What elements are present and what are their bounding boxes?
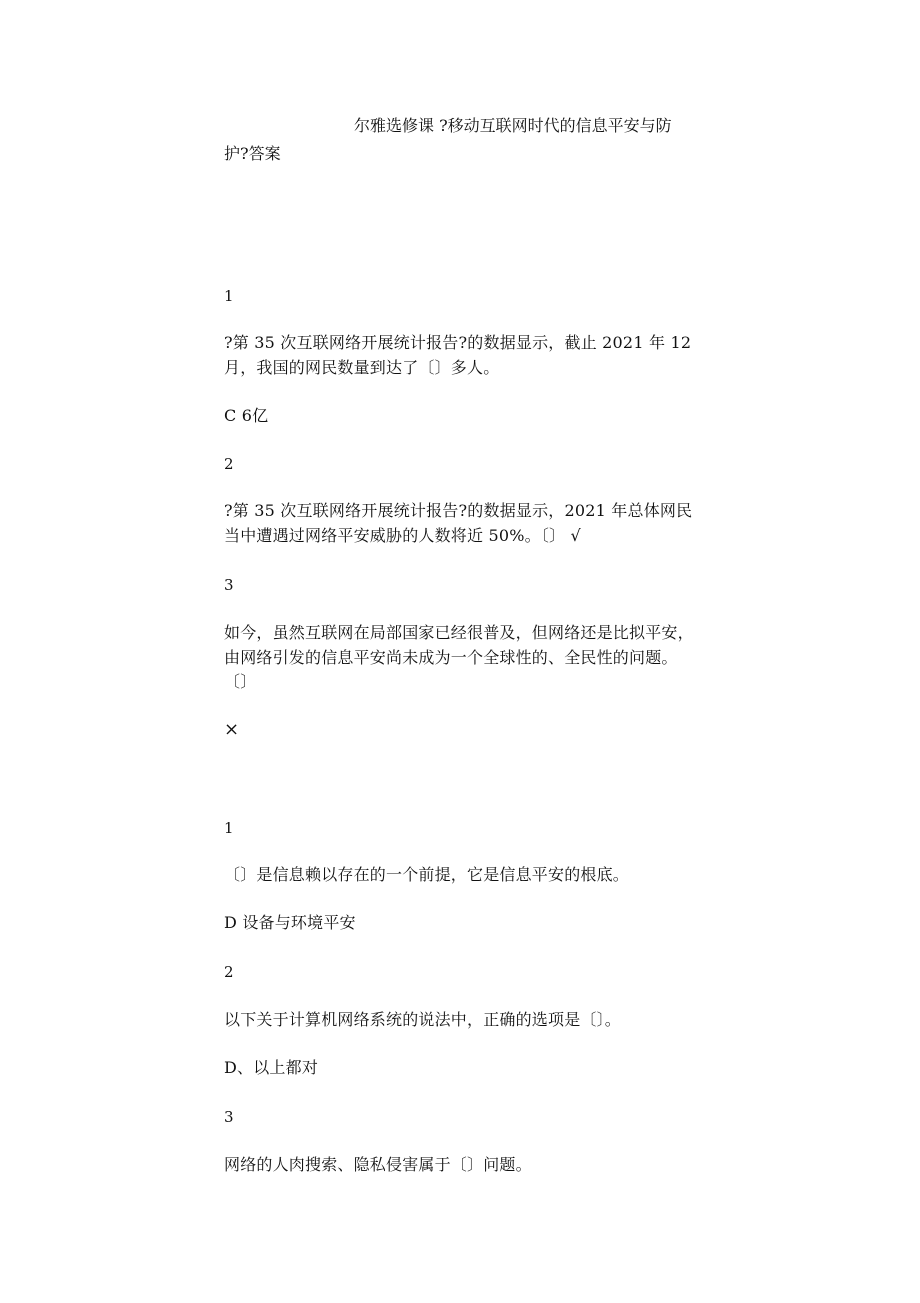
s2-q1-text: 〔〕是信息赖以存在的一个前提，它是信息平安的根底。	[224, 865, 630, 884]
s1-q3-answer: ×	[224, 719, 240, 740]
s2-q2-text: 以下关于计算机网络系统的说法中，正确的选项是〔〕。	[224, 1010, 622, 1029]
s1-q2-text-line-2: 当中遭遇过网络平安威胁的人数将近 50%。〔〕 √	[224, 526, 581, 545]
s1-q2-number: 2	[224, 455, 234, 473]
s1-q3-text-line-2: 由网络引发的信息平安尚未成为一个全球性的、全民性的问题。	[224, 648, 678, 667]
s1-q2-text-line-1: ?第 35 次互联网络开展统计报告?的数据显示，2021 年总体网民	[224, 501, 693, 520]
s2-q2-number: 2	[224, 963, 234, 981]
s1-q1-number: 1	[224, 287, 234, 305]
s1-q1-text-line-1: ?第 35 次互联网络开展统计报告?的数据显示，截止 2021 年 12	[224, 333, 692, 352]
s2-q1-number: 1	[224, 819, 234, 837]
s1-q1-text-line-2: 月，我国的网民数量到达了〔〕多人。	[224, 358, 500, 377]
s1-q3-number: 3	[224, 576, 234, 594]
s1-q1-answer: C 6亿	[224, 406, 269, 425]
s2-q2-answer: D、以上都对	[224, 1058, 319, 1077]
title-line-1	[224, 112, 704, 140]
document-title	[224, 112, 704, 168]
s2-q1-answer: D 设备与环境平安	[224, 913, 356, 932]
s1-q3-text-line-3: 〔〕	[224, 672, 257, 691]
title-line-1-text: 尔雅选修课 ?移动互联网时代的信息平安与防	[354, 116, 672, 135]
s2-q3-number: 3	[224, 1108, 234, 1126]
title-line-2: 护?答案	[224, 144, 281, 163]
s2-q3-text: 网络的人肉搜索、隐私侵害属于〔〕问题。	[224, 1155, 532, 1174]
s1-q3-text-line-1: 如今，虽然互联网在局部国家已经很普及，但网络还是比拟平安，	[224, 623, 694, 642]
